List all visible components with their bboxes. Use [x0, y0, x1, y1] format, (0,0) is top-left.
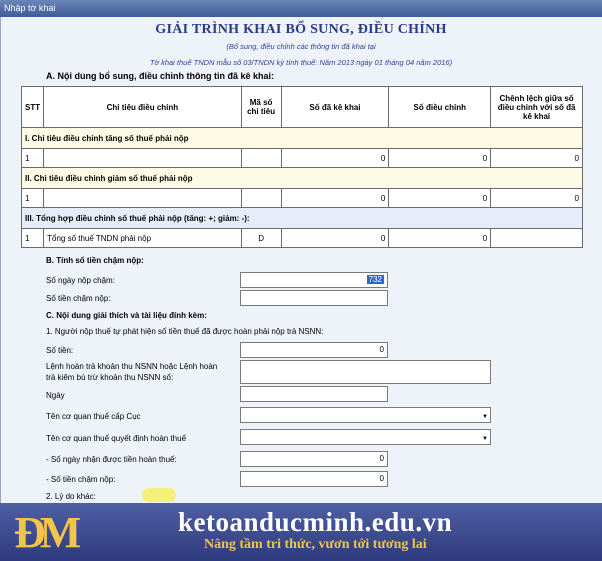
date-input[interactable]: [240, 386, 388, 402]
indicator-input[interactable]: [44, 149, 242, 168]
window-title: Nhập tờ khai: [4, 3, 56, 13]
window-title-bar: [0, 0, 602, 17]
summary-code: D: [241, 229, 281, 248]
order-label: Lệnh hoàn trả khoản thu NSNN hoặc Lệnh hoàn trả kiêm bù trừ khoản thu NSNN số:: [46, 362, 218, 382]
decision-agency-select[interactable]: [240, 429, 491, 445]
form-subtitle-period: Tờ khai thuế TNDN mẫu số 03/TNDN kỳ tính thuế: Năm 2013 ngày 01 tháng 04 năm 2016): [149, 58, 453, 67]
group-decrease: II. Chỉ tiêu điều chỉnh giảm số thuế phải nộp: [22, 168, 583, 189]
row-stt: 1: [22, 229, 44, 248]
late-amount-input[interactable]: [240, 290, 388, 306]
col-difference: Chênh lệch giữa số điều chỉnh với số đã kê khai: [491, 87, 583, 128]
section-c-heading: C. Nội dung giải thích và tài liệu đính kèm:: [46, 311, 207, 320]
late-days-input[interactable]: 732: [240, 272, 388, 288]
col-stt: STT: [22, 87, 44, 128]
adjusted-input[interactable]: 0: [389, 149, 491, 168]
group-summary: III. Tổng hợp điều chỉnh số thuế phải nộp (tăng: +; giảm: -):: [22, 208, 583, 229]
table-row: [22, 149, 583, 168]
order-input[interactable]: [240, 360, 491, 384]
form-subtitle: (Bổ sung, điều chỉnh các thông tin đã khai tại: [226, 42, 376, 51]
adjustment-table: [21, 86, 583, 248]
late-amount-label: Số tiền chậm nộp:: [46, 294, 111, 303]
difference-value: 0: [491, 149, 583, 168]
site-name: ketoanducminh.edu.vn: [178, 507, 453, 537]
slogan: Nâng tầm tri thức, vươn tới tương lai: [204, 537, 427, 552]
highlight-mark: [142, 488, 176, 502]
code-input[interactable]: [241, 149, 281, 168]
difference-value: 0: [491, 189, 583, 208]
group-increase: I. Chỉ tiêu điều chỉnh tăng số thuế phải nộp: [22, 128, 583, 149]
refund-late-label: - Số tiền chậm nộp:: [46, 475, 116, 484]
watermark-banner: [0, 503, 602, 561]
summary-indicator: Tổng số thuế TNDN phải nộp: [44, 229, 242, 248]
col-indicator: Chỉ tiêu điều chỉnh: [44, 87, 242, 128]
declared-input[interactable]: 0: [281, 189, 389, 208]
table-header-row: [22, 87, 583, 128]
date-label: Ngày: [46, 391, 65, 400]
decision-agency-label: Tên cơ quan thuế quyết định hoàn thuế: [46, 434, 187, 443]
refund-late-input[interactable]: 0: [240, 471, 388, 487]
row-stt: 1: [22, 189, 44, 208]
late-days-label: Số ngày nộp chậm:: [46, 276, 115, 285]
indicator-input[interactable]: [44, 189, 242, 208]
difference-value: [491, 229, 583, 248]
declared-value: 0: [281, 229, 389, 248]
refund-days-input[interactable]: 0: [240, 451, 388, 467]
col-code: Mã số chỉ tiêu: [241, 87, 281, 128]
form-title: GIẢI TRÌNH KHAI BỔ SUNG, ĐIỀU CHỈNH: [155, 22, 447, 37]
adjusted-input[interactable]: 0: [389, 189, 491, 208]
code-input[interactable]: [241, 189, 281, 208]
amount-label: Số tiền:: [46, 346, 74, 355]
agency-select[interactable]: [240, 407, 491, 423]
col-declared: Số đã kê khai: [281, 87, 389, 128]
other-reason-label: 2. Lý do khác:: [46, 492, 96, 501]
row-stt: 1: [22, 149, 44, 168]
brand-logo: ĐM: [14, 508, 76, 557]
chevron-down-icon: ▼: [482, 436, 488, 442]
declared-input[interactable]: 0: [281, 149, 389, 168]
table-row: [22, 189, 583, 208]
adjusted-value: 0: [389, 229, 491, 248]
table-row: [22, 229, 583, 248]
section-a-heading: A. Nội dung bổ sung, điều chỉnh thông tin đã kê khai:: [46, 71, 274, 81]
agency-label: Tên cơ quan thuế cấp Cục: [46, 412, 141, 421]
refund-days-label: - Số ngày nhận được tiền hoàn thuế:: [46, 455, 177, 464]
refund-note: 1. Người nộp thuế tự phát hiện số tiền thuế đã được hoàn phải nộp trả NSNN:: [46, 327, 324, 336]
chevron-down-icon: ▼: [482, 414, 488, 420]
amount-input[interactable]: 0: [240, 342, 388, 358]
section-b-heading: B. Tính số tiền chậm nộp:: [46, 256, 144, 265]
col-adjusted: Số điều chỉnh: [389, 87, 491, 128]
